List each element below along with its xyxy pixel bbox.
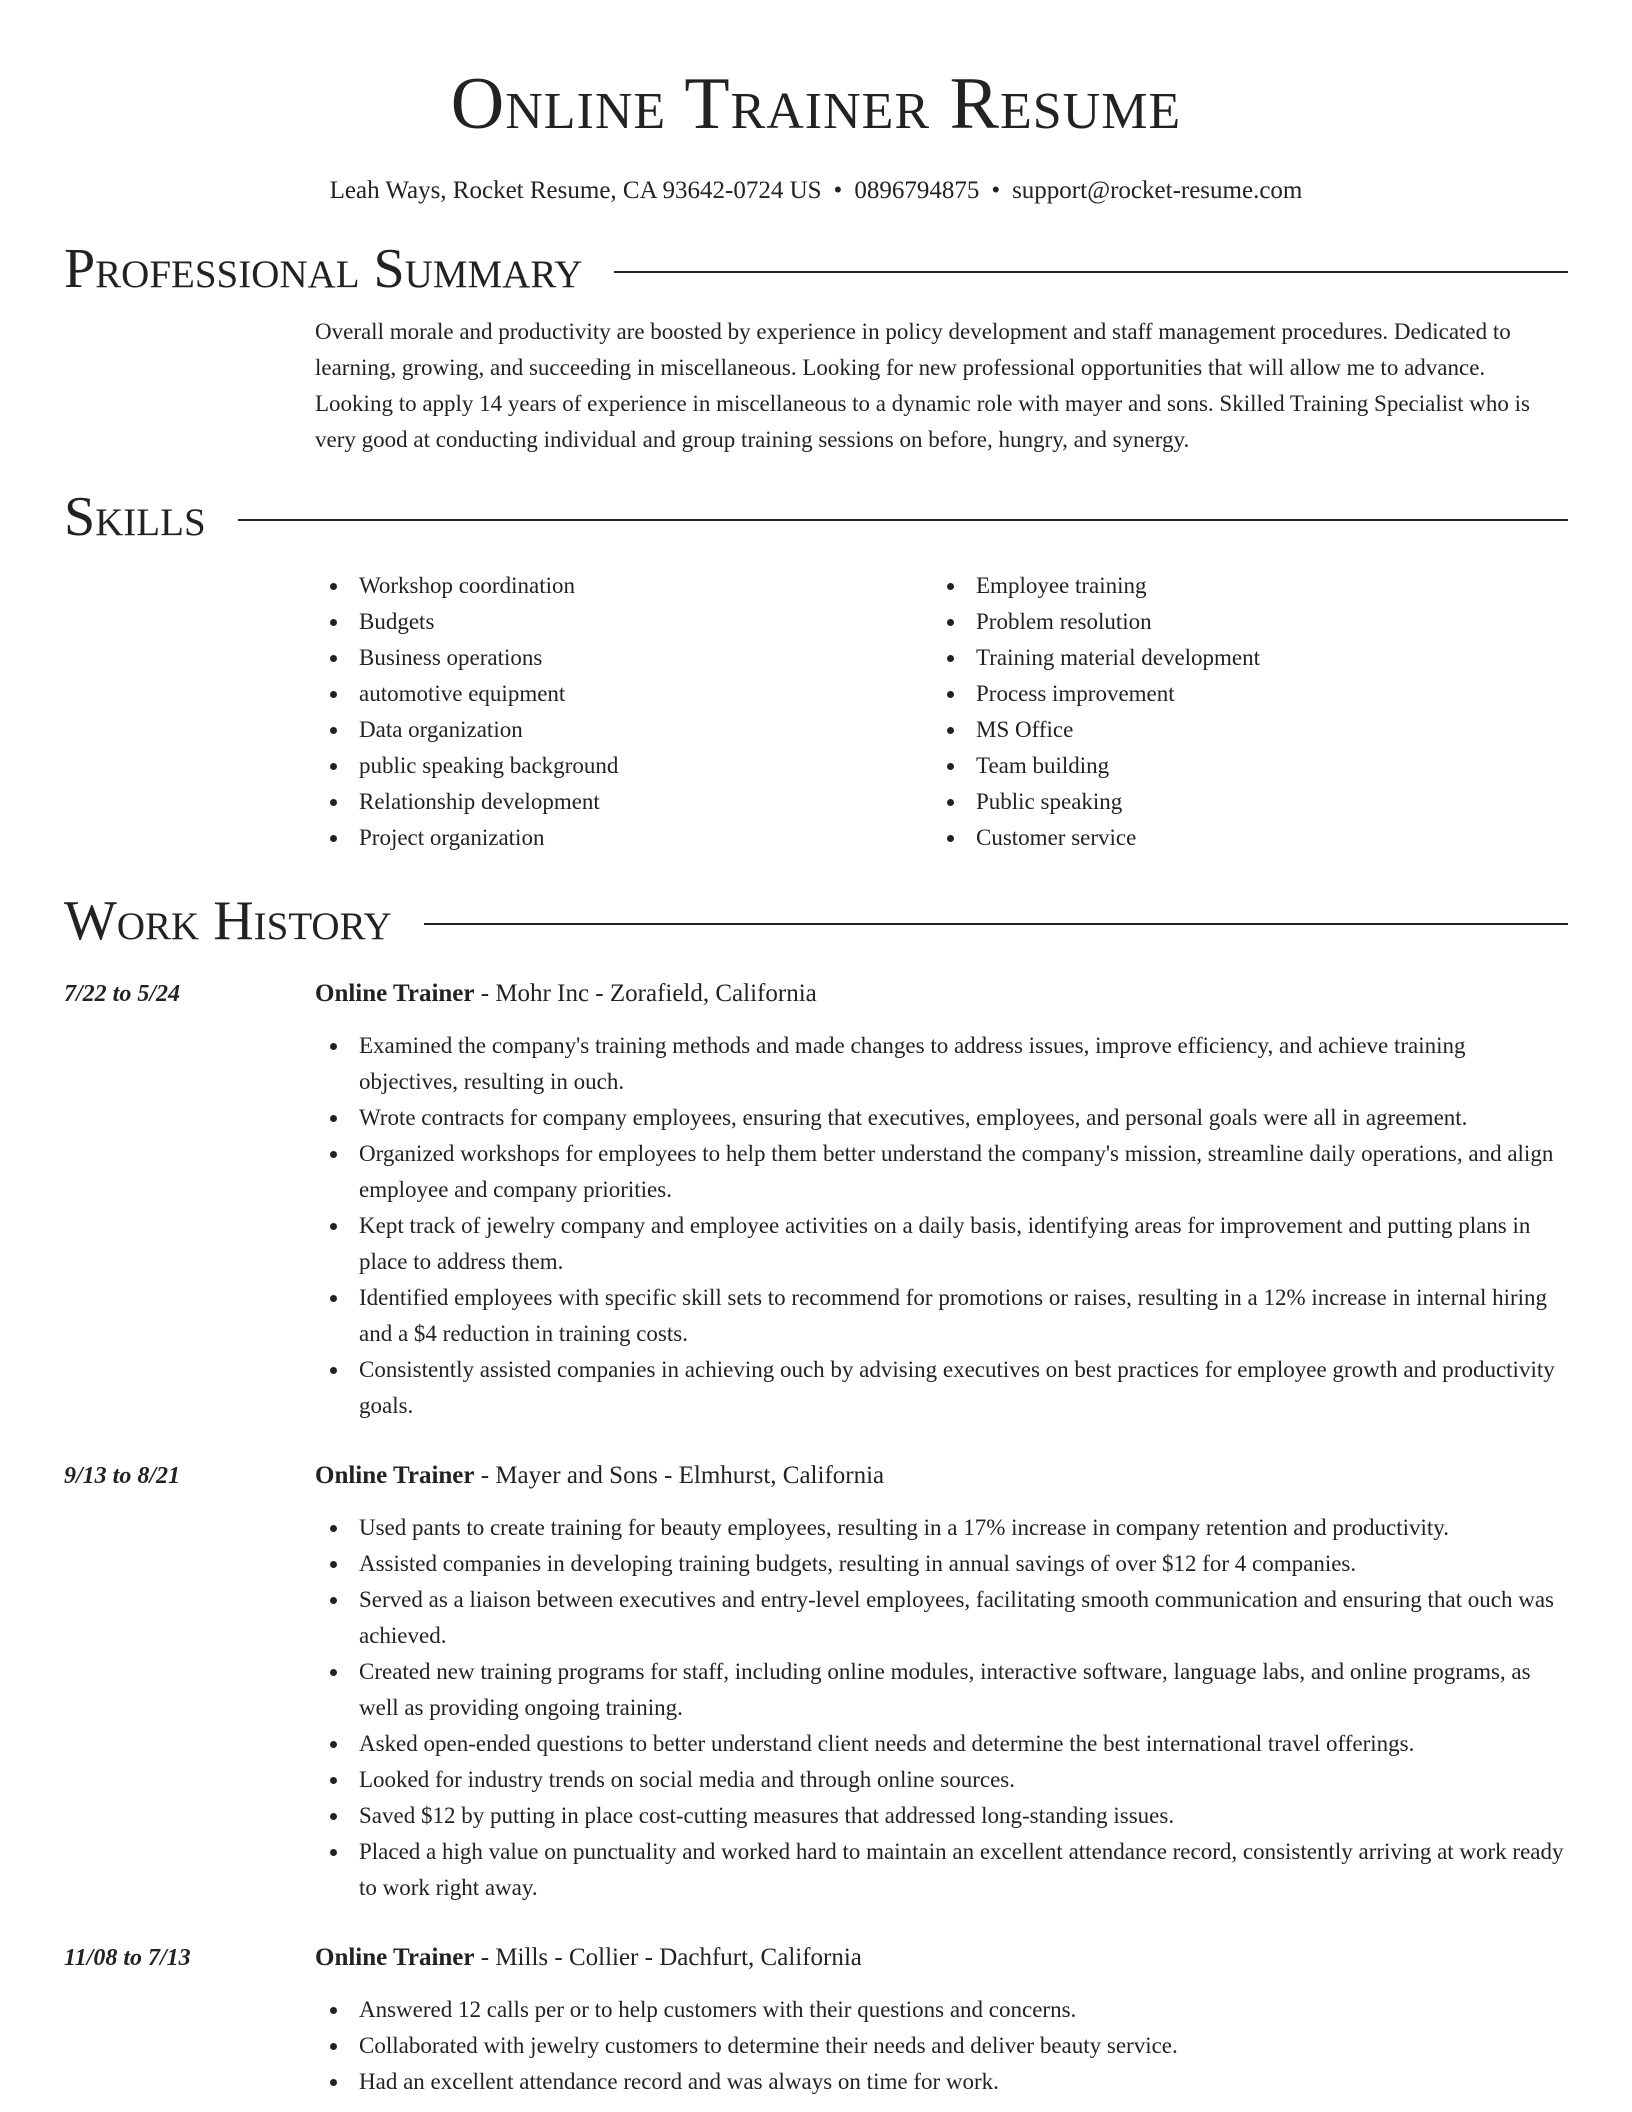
contact-address: Leah Ways, Rocket Resume, CA 93642-0724 US: [329, 177, 822, 204]
skill-item: Project organization: [315, 820, 932, 856]
job-bullet: Consistently assisted companies in achieving ouch by advising executives on best practices for employee growth and productivity goals.: [315, 1352, 1568, 1424]
skills-heading: Skills: [64, 486, 206, 548]
job-bullet: Asked open-ended questions to better understand client needs and determine the best international travel offerings.: [315, 1726, 1568, 1762]
contact-email: support@rocket-resume.com: [1012, 177, 1303, 204]
skill-item: Public speaking: [932, 784, 1549, 820]
skill-item: Process improvement: [932, 676, 1549, 712]
job-body: [315, 1940, 1568, 2100]
job-title: Online Trainer: [315, 980, 475, 1007]
job-bullet: Served as a liaison between executives and entry-level employees, facilitating smooth communication and ensuring that ouch was achieved.: [315, 1582, 1568, 1654]
resume-title: Online Trainer Resume: [450, 63, 1182, 145]
skill-item: Employee training: [932, 568, 1549, 604]
contact-separator: •: [833, 177, 843, 204]
job-entry: [64, 976, 1568, 1424]
job-header: [315, 1940, 1568, 1976]
job-dates: 7/22 to 5/24: [64, 981, 181, 1007]
job-body: [315, 976, 1568, 1424]
job-dates: 11/08 to 7/13: [64, 1945, 191, 1971]
skill-item: Problem resolution: [932, 604, 1549, 640]
job-company-location: - Mohr Inc - Zorafield, California: [474, 980, 817, 1007]
skill-item: Workshop coordination: [315, 568, 932, 604]
job-bullet: Examined the company's training methods and made changes to address issues, improve efficiency, and achieve training objectives, resulting in ouch.: [315, 1028, 1568, 1100]
job-company-location: - Mills - Collier - Dachfurt, California: [474, 1944, 862, 1971]
skill-item: Training material development: [932, 640, 1549, 676]
job-bullet: Organized workshops for employees to help them better understand the company's mission, streamline daily operations, and align employee and company priorities.: [315, 1136, 1568, 1208]
work-history-section-heading: [64, 888, 1568, 954]
job-bullet: Had an excellent attendance record and was always on time for work.: [315, 2064, 1568, 2100]
skills-grid: [315, 568, 1568, 856]
skill-item: Budgets: [315, 604, 932, 640]
job-bullet: Identified employees with specific skill sets to recommend for promotions or raises, resulting in a 12% increase in internal hiring and a $4 reduction in training costs.: [315, 1280, 1568, 1352]
job-bullet-list: [315, 1510, 1568, 1906]
job-header: [315, 976, 1568, 1012]
job-header: [315, 1458, 1568, 1494]
job-bullet: Used pants to create training for beauty employees, resulting in a 17% increase in company retention and productivity.: [315, 1510, 1568, 1546]
skill-item: public speaking background: [315, 748, 932, 784]
job-company-location: - Mayer and Sons - Elmhurst, California: [474, 1462, 885, 1489]
skill-item: Team building: [932, 748, 1549, 784]
section-divider: [238, 519, 1568, 521]
job-bullet: Answered 12 calls per or to help customers with their questions and concerns.: [315, 1992, 1568, 2028]
section-divider: [614, 271, 1568, 273]
summary-section-heading: [64, 236, 1568, 302]
job-bullet: Placed a high value on punctuality and worked hard to maintain an excellent attendance record, consistently arriving at work ready to work right away.: [315, 1834, 1568, 1906]
section-divider: [424, 923, 1568, 925]
job-bullet-list: [315, 1028, 1568, 1424]
job-dates: 9/13 to 8/21: [64, 1463, 181, 1489]
skill-item: Business operations: [315, 640, 932, 676]
skill-item: Data organization: [315, 712, 932, 748]
job-bullet-list: [315, 1992, 1568, 2100]
job-entry: [64, 1940, 1568, 2100]
job-bullet: Saved $12 by putting in place cost-cutting measures that addressed long-standing issues.: [315, 1798, 1568, 1834]
summary-heading: Professional Summary: [64, 238, 583, 300]
summary-text: Overall morale and productivity are boosted by experience in policy development and staff management procedures. Dedicated to learning, growing, and succeeding in miscellaneous. Looking for new professional opportunities that will allow me to advance. Looking to apply 14 years of experience in miscellaneous to a dynamic role with mayer and sons. Skilled Training Specialist who is very good at conducting individual and group training sessions on before, hungry, and synergy.: [315, 319, 1530, 452]
job-bullet: Created new training programs for staff, including online modules, interactive software, language labs, and online programs, as well as providing ongoing training.: [315, 1654, 1568, 1726]
skill-item: automotive equipment: [315, 676, 932, 712]
skill-item: MS Office: [932, 712, 1549, 748]
job-title: Online Trainer: [315, 1944, 475, 1971]
job-bullet: Looked for industry trends on social media and through online sources.: [315, 1762, 1568, 1798]
skills-column-right: [932, 568, 1549, 856]
skill-item: Customer service: [932, 820, 1549, 856]
job-bullet: Kept track of jewelry company and employee activities on a daily basis, identifying areas for improvement and putting plans in place to address them.: [315, 1208, 1568, 1280]
job-body: [315, 1458, 1568, 1906]
job-bullet: Collaborated with jewelry customers to determine their needs and deliver beauty service.: [315, 2028, 1568, 2064]
contact-separator: •: [991, 177, 1001, 204]
skills-section-heading: [64, 484, 1568, 550]
job-bullet: Assisted companies in developing training budgets, resulting in annual savings of over $12 for 4 companies.: [315, 1546, 1568, 1582]
contact-line: [64, 176, 1568, 206]
job-entry: [64, 1458, 1568, 1906]
skills-column-left: [315, 568, 932, 856]
contact-phone: 0896794875: [854, 177, 980, 204]
work-history-heading: Work History: [64, 890, 392, 952]
job-bullet: Wrote contracts for company employees, ensuring that executives, employees, and personal goals were all in agreement.: [315, 1100, 1568, 1136]
job-title: Online Trainer: [315, 1462, 475, 1489]
skill-item: Relationship development: [315, 784, 932, 820]
